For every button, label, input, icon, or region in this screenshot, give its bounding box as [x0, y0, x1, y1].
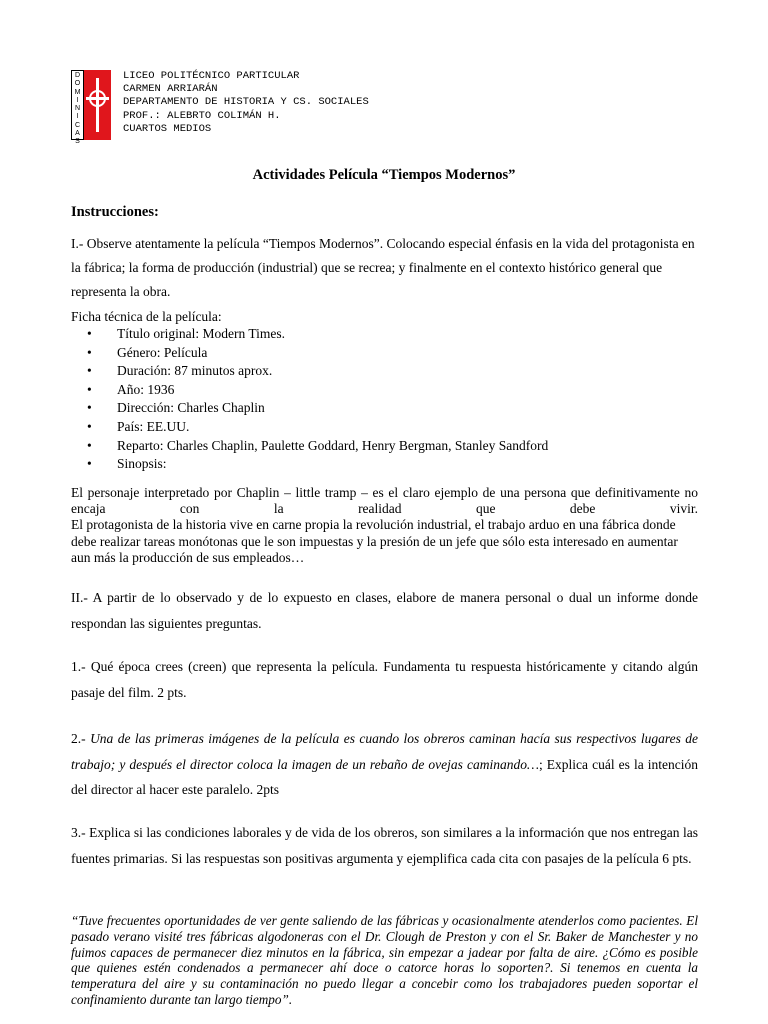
list-item: • Duración: 87 minutos aprox. [87, 362, 548, 381]
school-header [123, 70, 369, 136]
list-item: • Género: Película [87, 344, 548, 363]
logo-letter: D [74, 72, 81, 79]
primary-source-quote: “Tuve frecuentes oportunidades de ver gente saliendo de las fábricas y ocasionalmente atenderlos como pacientes. El pasado verano visité tres fábricas algodoneras con el Dr. Clough de Preston y con el Sr. Baker de Manchester y no fuimos capaces de permanecer diez minutos en la fábrica, sin empezar a jadear por falta de aire. ¿Cómo es posible que quienes estén condenados a permanecer ahí doce o catorce horas lo soporten?. Si tenemos en cuenta la temperatura del aire y su contaminación no puedo llegar a concebir como los trabajadores pueden soportar el confinamiento durante tan largo tiempo”. [71, 913, 698, 1007]
header-line-school: LICEO POLITÉCNICO PARTICULAR [123, 70, 300, 82]
list-item: • Dirección: Charles Chaplin [87, 399, 548, 418]
logo-letter: I [76, 113, 79, 121]
list-item: • Reparto: Charles Chaplin, Paulette Goddard, Henry Bergman, Stanley Sandford [87, 437, 548, 456]
logo-cross-emblem [84, 70, 111, 140]
list-item: • Título original: Modern Times. [87, 325, 548, 344]
question-3: 3.- Explica si las condiciones laborales y de vida de los obreros, son similares a la información que nos entregan las fuentes primarias. Si las respuestas son positivas argumenta y ejemplifica cada cita con pasajes de la película 6 pts. [71, 825, 698, 866]
header-line-name: CARMEN ARRIARÁN [123, 83, 218, 96]
question-2-number: 2.- [71, 731, 91, 746]
logo-letter: I [76, 96, 79, 104]
question-1: 1.- Qué época crees (creen) que representa la película. Fundamenta tu respuesta históricamente y citando algún pasaje del film. 2 pts. [71, 659, 698, 700]
header-line-teacher: PROF.: ALEBRTO COLIMÁN H. [123, 109, 281, 122]
question-2 [71, 726, 698, 803]
logo-letter: M [74, 88, 81, 96]
logo-letter: A [75, 130, 80, 138]
instructions-heading: Instrucciones: [71, 204, 159, 220]
logo-letter: C [74, 121, 81, 129]
ficha-list [87, 325, 548, 474]
list-item: • Sinopsis: [87, 455, 548, 474]
school-logo [71, 70, 111, 146]
synopsis-text [71, 485, 698, 566]
list-item: • Año: 1936 [87, 381, 548, 400]
synopsis-line: encaja con la realidad que debe vivir. [71, 501, 698, 517]
logo-letter: S [75, 138, 80, 146]
section-1-paragraph: I.- Observe atentamente la película “Tiempos Modernos”. Colocando especial énfasis en la vida del protagonista en la fábrica; la forma de producción (industrial) que se recrea; y finalmente en el contexto histórico general que representa la obra. [71, 236, 695, 299]
ficha-label: Ficha técnica de la película: [71, 309, 222, 324]
section-2-paragraph: II.- A partir de lo observado y de lo expuesto en clases, elabore de manera personal o dual un informe donde respondan las siguientes preguntas. [71, 590, 698, 631]
list-item: • País: EE.UU. [87, 418, 548, 437]
logo-letters [71, 70, 84, 146]
header-line-level: CUARTOS MEDIOS [123, 122, 212, 135]
synopsis-line: El personaje interpretado por Chaplin – little tramp – es el claro ejemplo de una persona que definitivamente no [71, 485, 698, 500]
header-line-department: DEPARTAMENTO DE HISTORIA Y CS. SOCIALES [123, 96, 369, 109]
logo-letter: N [74, 105, 81, 113]
synopsis-paragraph: El protagonista de la historia vive en carne propia la revolución industrial, el trabajo arduo en una fábrica donde debe realizar tareas monótonas que le son impuestas y la presión de un jefe que sólo esta interesado en aumentar aun más la producción de sus empleados… [71, 517, 678, 565]
logo-letter: O [74, 80, 81, 88]
question-2-italic: Una de las primeras imágenes de la película es cuando los obreros caminan hacía sus respectivos lugares de trabajo; y después el director coloca la imagen de un rebaño de ovejas caminando… [71, 731, 699, 772]
document-title: Actividades Película “Tiempos Modernos” [252, 167, 516, 183]
question-2-rest: ; Explica cuál es la intención del director al hacer este paralelo. 2pts [71, 756, 698, 797]
